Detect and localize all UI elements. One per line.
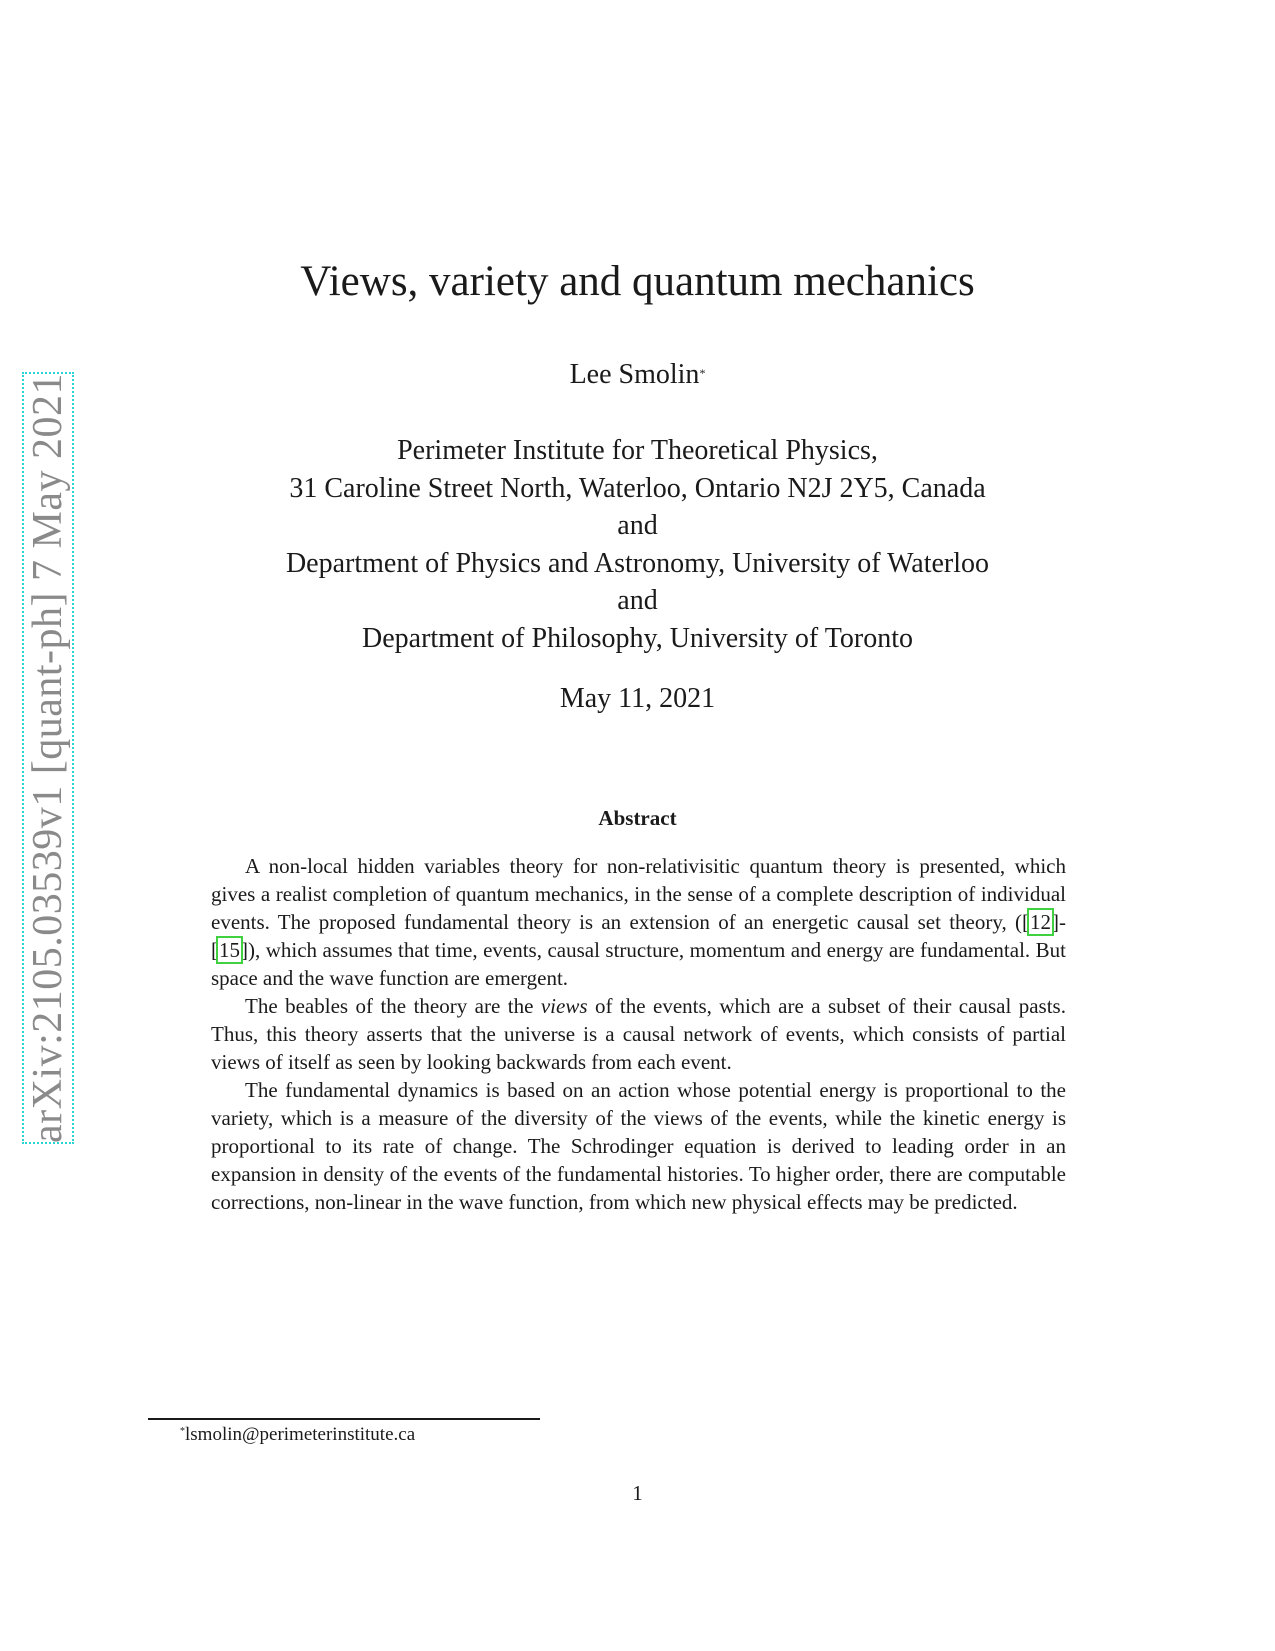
abstract-text: The beables of the theory are the <box>245 994 541 1018</box>
abstract-paragraph <box>211 852 1066 992</box>
abstract-text: ]- [ <box>211 910 1066 962</box>
footnote-email[interactable]: lsmolin@perimeterinstitute.ca <box>185 1424 416 1445</box>
affiliation-line: and <box>617 510 658 541</box>
arxiv-stamp: arXiv:2105.03539v1 [quant-ph] 7 May 2021 <box>25 372 71 1144</box>
abstract-paragraph <box>211 1076 1066 1216</box>
paper-date: May 11, 2021 <box>559 683 716 714</box>
abstract-text: of the events, which are a subset of their causal pasts. Thus, this theory asserts that the universe is a causal network of events, which consists of partial views of itself as seen by looking backwards from each event. <box>211 994 1066 1074</box>
footnote-rule <box>148 1418 540 1420</box>
affiliation-line: Department of Philosophy, University of Toronto <box>362 622 913 654</box>
abstract-text: ]), which assumes that time, events, causal structure, momentum and energy are fundamental. But space and the wave function are emergent. <box>211 938 1066 990</box>
abstract-paragraph <box>211 992 1066 1076</box>
affiliation-line: 31 Caroline Street North, Waterloo, Ontario N2J 2Y5, Canada <box>289 472 986 504</box>
emphasis-views: views <box>540 994 588 1018</box>
affiliations <box>0 432 1275 657</box>
author-line <box>0 358 1275 396</box>
abstract-text: A non-local hidden variables theory for non-relativisitic quantum theory is presented, which gives a realist completion of quantum mechanics, in the sense of a complete description of individual events. The proposed fundamental theory is an extension of an energetic causal set theory, ([ <box>211 854 1066 934</box>
abstract-body <box>211 852 1066 1216</box>
author-name: Lee Smolin <box>569 359 700 390</box>
affiliation-line: Department of Physics and Astronomy, University of Waterloo <box>285 547 990 579</box>
footnote-mark: * <box>180 1426 185 1437</box>
abstract-heading: Abstract <box>598 806 677 830</box>
abstract-text: The fundamental dynamics is based on an action whose potential energy is proportional to the variety, which is a measure of the diversity of the views of the events, while the kinetic energy is proportional to its rate of change. The Schrodinger equation is derived to leading order in an expansion in density of the events of the fundamental histories. To higher order, there are computable corrections, non-linear in the wave function, from which new physical effects may be predicted. <box>211 1078 1066 1214</box>
footnote <box>180 1422 415 1451</box>
affiliation-line: and <box>617 585 658 616</box>
citation-link-12[interactable]: 12 <box>1030 910 1051 934</box>
affiliation-line: Perimeter Institute for Theoretical Physics, <box>397 435 878 466</box>
page-number: 1 <box>632 1481 643 1505</box>
paper-title: Views, variety and quantum mechanics <box>300 258 975 305</box>
citation-link-15[interactable]: 15 <box>219 938 240 962</box>
author-footnote-mark[interactable]: * <box>699 366 706 380</box>
